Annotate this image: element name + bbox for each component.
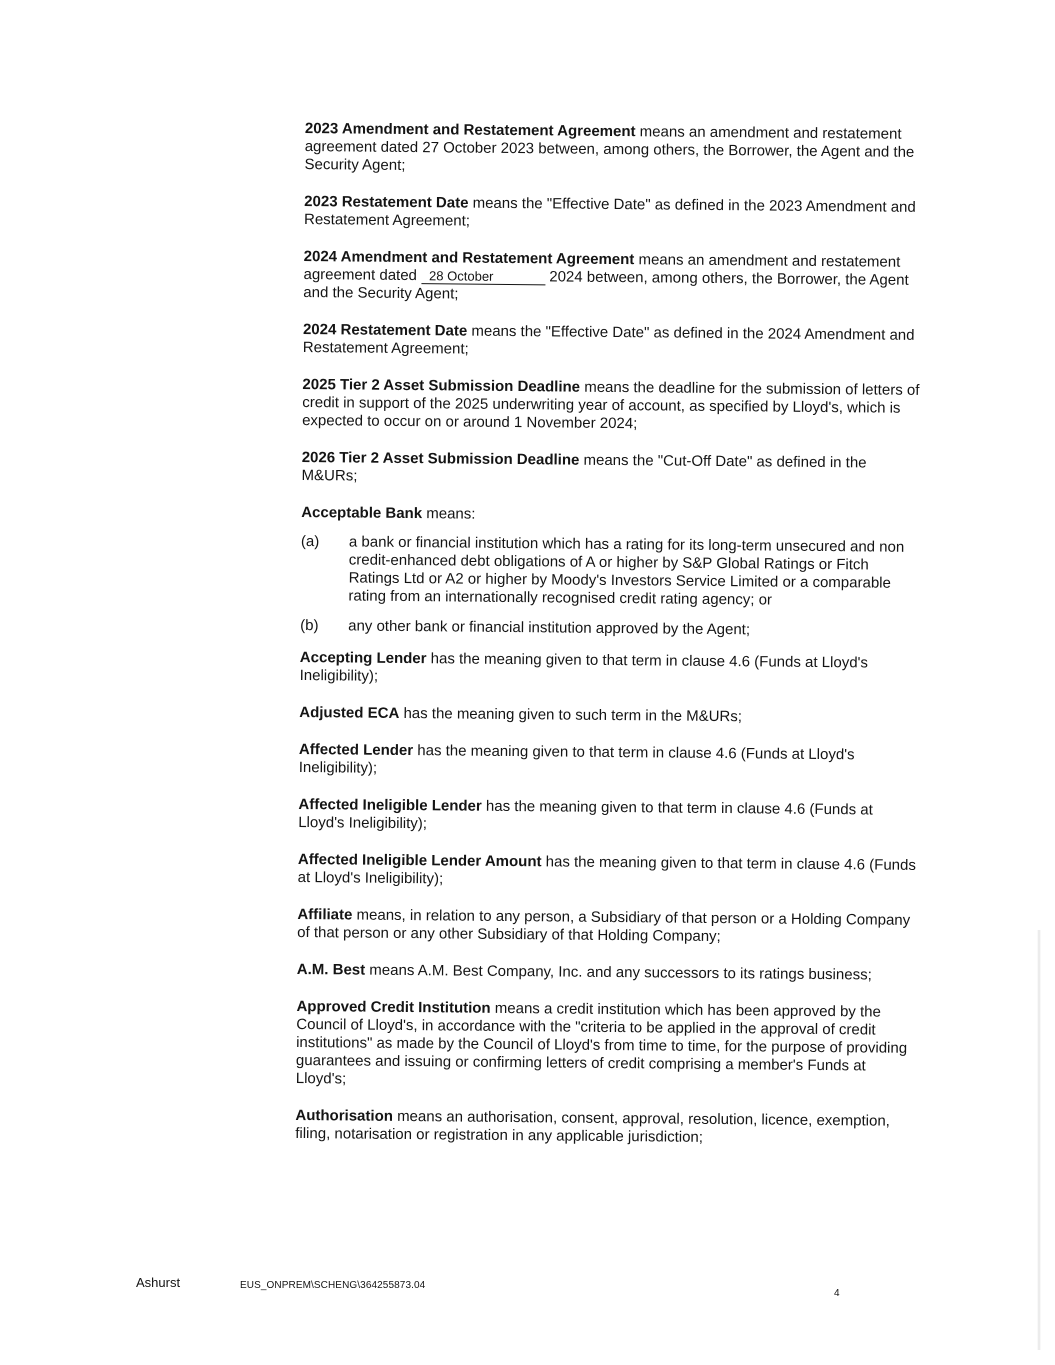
list-item-label: (a) xyxy=(300,532,320,551)
definition-affected-ineligible-lender-amount xyxy=(298,851,918,893)
definition-text: means an amendment and restatement agreement dated 27 October 2023 between, among others, the Borrower, the Agent and the Security Agent; xyxy=(304,123,915,174)
defined-term: Accepting Lender xyxy=(299,648,427,668)
list-item-text: any other bank or financial institution approved by the Agent; xyxy=(348,617,751,639)
defined-term: Acceptable Bank xyxy=(301,503,423,523)
definition-text: has the meaning given to such term in the M&URs; xyxy=(399,704,743,726)
acceptable-bank-list xyxy=(300,533,921,641)
definition-text: 2024 between, among others, the Borrower, the Agent and the Security Agent; xyxy=(303,268,909,303)
definition-text: means A.M. Best Company, Inc. and any successors to its ratings business; xyxy=(365,961,872,984)
definition-text: means the "Effective Date" as defined in the 2024 Amendment and Restatement Agreement; xyxy=(302,322,915,358)
definition-2024-amendment-agreement xyxy=(303,248,923,308)
list-item xyxy=(300,617,920,641)
definition-text: means an amendment and restatement agreement dated xyxy=(303,251,901,285)
defined-term: Affected Ineligible Lender Amount xyxy=(297,850,542,871)
definition-text: means a credit institution which has been approved by the Council of Lloyd's, in accordance with the "criteria to be applied in the approval of credit institutions" as made by the Council of Lloyd's from time to time, for the purpose of providing guarantees and issuing or confirming letters of credit comprising a member's Funds at Lloyd's; xyxy=(295,999,908,1088)
definition-2023-amendment-agreement xyxy=(304,120,924,180)
defined-term: Approved Credit Institution xyxy=(296,997,491,1017)
footer-firm-name: Ashurst xyxy=(136,1275,181,1290)
defined-term: Affected Ineligible Lender xyxy=(298,795,482,815)
defined-term: 2023 Restatement Date xyxy=(304,192,469,212)
definition-affected-ineligible-lender xyxy=(298,796,918,838)
footer-document-reference: EUS_ONPREM\SCHENG\364255873.04 xyxy=(240,1280,426,1291)
defined-term: 2024 Amendment and Restatement Agreement xyxy=(303,247,635,269)
definition-affected-lender xyxy=(299,741,919,783)
definition-text: has the meaning given to that term in clause 4.6 (Funds at Lloyd's Ineligibility); xyxy=(298,742,855,777)
defined-term: A.M. Best xyxy=(296,960,366,979)
definition-am-best xyxy=(297,961,917,985)
definition-text: means the "Effective Date" as defined in the 2023 Amendment and Restatement Agreement; xyxy=(303,194,916,230)
defined-term: Authorisation xyxy=(295,1106,394,1125)
date-fill-in: 28 October xyxy=(421,269,545,285)
page-number: 4 xyxy=(834,1288,840,1299)
definition-2023-restatement-date xyxy=(304,193,924,235)
defined-term: 2026 Tier 2 Asset Submission Deadline xyxy=(301,448,580,469)
definition-text: means, in relation to any person, a Subsidiary of that person or a Holding Company of that person or any other Subsidiary of that Holding Company; xyxy=(297,906,911,946)
definition-text: means an authorisation, consent, approval, resolution, licence, exemption, filing, notarisation or registration in any applicable jurisdiction; xyxy=(295,1107,890,1146)
definition-text: means: xyxy=(422,505,476,523)
list-item-text: a bank or financial institution which has a rating for its long-term unsecured and non credit-enhanced debt obligations of A or higher by S&P Global Ratings or Fitch Ratings Ltd or A2 or higher by Moody's Investors Service Limited or a comparable rating from an internationally recognised credit rating agency; or xyxy=(348,533,905,609)
definition-approved-credit-institution xyxy=(296,998,917,1094)
defined-term: Adjusted ECA xyxy=(299,703,400,722)
definition-2024-restatement-date xyxy=(303,321,923,363)
definition-acceptable-bank xyxy=(301,504,921,528)
definition-authorisation xyxy=(295,1107,915,1149)
definitions-section xyxy=(295,120,925,1168)
definition-affiliate xyxy=(297,906,917,948)
definition-2025-tier2-deadline xyxy=(302,376,922,436)
list-item xyxy=(300,533,921,611)
defined-term: Affected Lender xyxy=(298,740,414,760)
defined-term: 2024 Restatement Date xyxy=(302,320,468,340)
definition-accepting-lender xyxy=(300,649,920,691)
list-item-label: (b) xyxy=(300,616,319,635)
scan-shadow xyxy=(1037,930,1041,1350)
definition-text: has the meaning given to that term in clause 4.6 (Funds at Lloyd's Ineligibility); xyxy=(298,797,873,833)
defined-term: 2025 Tier 2 Asset Submission Deadline xyxy=(302,375,581,396)
defined-term: 2023 Amendment and Restatement Agreement xyxy=(304,120,636,141)
definition-2026-tier2-deadline xyxy=(301,449,921,491)
definition-text: means the deadline for the submission of letters of credit in support of the 2025 underwriting year of account, as specified by Lloyd's, which is expected to occur on or around 1 November 2024; xyxy=(302,378,920,433)
defined-term: Affiliate xyxy=(297,905,353,924)
definition-text: has the meaning given to that term in clause 4.6 (Funds at Lloyd's Ineligibility); xyxy=(299,650,869,685)
definition-text: has the meaning given to that term in clause 4.6 (Funds at Lloyd's Ineligibility); xyxy=(297,853,916,888)
definition-adjusted-eca xyxy=(299,704,919,728)
definition-text: means the "Cut-Off Date" as defined in the M&URs; xyxy=(301,451,867,485)
